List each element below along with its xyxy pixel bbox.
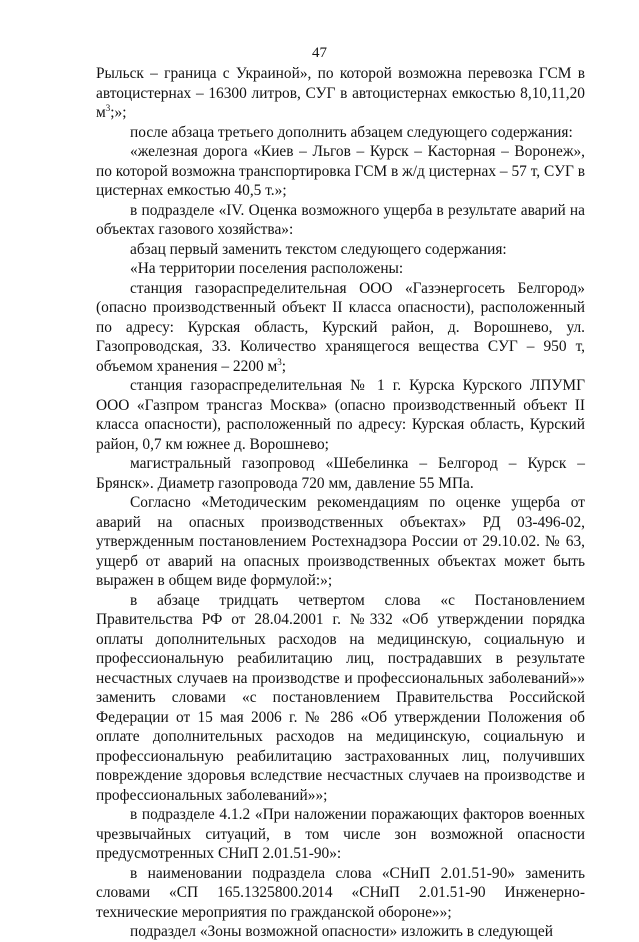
superscript: 3 xyxy=(105,102,111,113)
paragraph: Согласно «Методическим рекомендациям по оценке ущерба от аварий на опасных производственных объектах» РД 03-496-02, утвержденным постановлением Ростехнадзора России от 29.10.02. № 63, ущерб от аварий на опасных производственных объектах может быть выражен в общем виде формулой:»; xyxy=(96,494,585,589)
paragraph: подраздел «Зоны возможной опасности» изложить в следующей xyxy=(130,923,553,940)
paragraph: после абзаца третьего дополнить абзацем следующего содержания: xyxy=(130,123,573,141)
paragraph: Рыльск – граница с Украиной», по которой возможна перевозка ГСМ в автоцистернах – 16300 литров, СУГ в автоцистернах емкостью 8,10,11,20 $м^3$;»; xyxy=(96,65,585,121)
paragraph: в подразделе «IV. Оценка возможного ущерба в результате аварий на объектах газового хозяйства»: xyxy=(96,201,585,238)
paragraph: в абзаце тридцать четвертом слова «с Постановлением Правительства РФ от 28.04.2001 г. №332 «Об утверждении порядка оплаты дополнительных расходов на медицинскую, социальную и профессиональную реабилитацию лиц, пострадавших в результате несчастных случаев на производстве и профессиональных заболеваний»» заменить словами «с постановлением Правительства Российской Федерации от 15 мая 2006 г. № 286 «Об утверждении Положения об оплате дополнительных расходов на медицинскую, социальную и профессиональную реабилитацию застрахованных лиц, получивших повреждение здоровья вследствие несчастных случаев на производстве и профессиональных заболеваний»»; xyxy=(96,591,585,804)
paragraph: абзац первый заменить текстом следующего содержания: xyxy=(130,240,507,258)
paragraph: в наименовании подраздела слова «СНиП 2.01.51-90» заменить словами «СП 165.1325800.2014 «СНиП 2.01.51-90 Инженерно-технические мероприятия по гражданской обороне»»; xyxy=(96,864,585,921)
superscript: 3 xyxy=(277,356,282,367)
paragraph: «На территории поселения расположены: xyxy=(130,260,404,277)
paragraph: «железная дорога «Киев – Льгов – Курск – Касторная – Воронеж», по которой возможна транспортировка ГСМ в ж/д цистернах – 57 т, СУГ в цистернах емкостью 40,5 т.»; xyxy=(96,143,585,199)
paragraph: станция газораспределительная ООО «Газэнергосеть Белгород» (опасно производственный объект II класса опасности), расположенный по адресу: Курская область, Курский район, д. Ворошнево, ул. Газопроводская, 33. Количество хранящегося вещества СУГ – 950 т, объемом хранения – 2200 $м^3$; xyxy=(96,279,585,375)
body-text xyxy=(96,64,585,942)
page-number: 47 xyxy=(312,45,327,61)
paragraph: в подразделе 4.1.2 «При наложении поражающих факторов военных чрезвычайных ситуаций, в том числе зон возможной опасности предусмотренных СНиП 2.01.51-90»: xyxy=(96,806,585,862)
paragraph: станция газораспределительная № 1 г. Курска Курского ЛПУМГ ООО «Газпром трансгаз Москва» (опасно производственный объект II класса опасности), расположенный по адресу: Курская область, Курский район, 0,7 км южнее д. Ворошнево; xyxy=(96,377,585,453)
paragraph: магистральный газопровод «Шебелинка – Белгород – Курск – Брянск». Диаметр газопровода 720 мм, давление 55 МПа. xyxy=(96,455,585,492)
